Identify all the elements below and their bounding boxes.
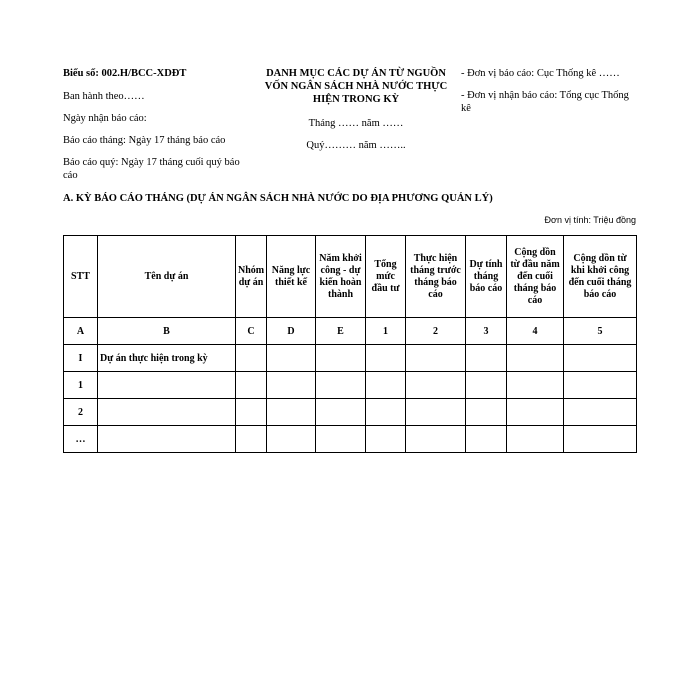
empty-cell	[236, 345, 267, 372]
table-row	[64, 399, 637, 426]
column-code: C	[236, 318, 267, 345]
empty-cell	[406, 345, 466, 372]
empty-cell	[507, 345, 564, 372]
form-number: Biểu số: 002.H/BCC-XDĐT	[63, 68, 187, 79]
empty-cell	[564, 399, 637, 426]
column-header: Năm khởi công - dự kiến hoàn thành	[316, 236, 366, 318]
row-project-name: Dự án thực hiện trong kỳ	[98, 345, 236, 372]
column-code: 2	[406, 318, 466, 345]
empty-cell	[466, 372, 507, 399]
empty-cell	[564, 426, 637, 453]
column-code: B	[98, 318, 236, 345]
empty-cell	[267, 372, 316, 399]
unit-of-measure: Đơn vị tính: Triệu đồng	[544, 215, 636, 225]
column-header: STT	[64, 236, 98, 318]
empty-cell	[316, 372, 366, 399]
column-code: 5	[564, 318, 637, 345]
empty-cell	[366, 372, 406, 399]
project-table	[63, 235, 637, 453]
empty-cell	[406, 426, 466, 453]
empty-cell	[406, 372, 466, 399]
unit-info-block	[461, 67, 641, 124]
table-row	[64, 372, 637, 399]
column-header: Cộng dồn từ đầu năm đến cuối tháng báo cáo	[507, 236, 564, 318]
empty-cell	[267, 345, 316, 372]
column-code: 4	[507, 318, 564, 345]
document-title: DANH MỤC CÁC DỰ ÁN TỪ NGUỒN VỐN NGÂN SÁCH NHÀ NƯỚC THỰC HIỆN TRONG KỲ	[264, 68, 448, 105]
empty-cell	[366, 399, 406, 426]
reporting-unit: - Đơn vị báo cáo: Cục Thống kê ……	[461, 68, 620, 79]
empty-cell	[507, 372, 564, 399]
quarter-period: Quý……… năm ……..	[306, 140, 406, 151]
receive-date: Ngày nhận báo cáo:	[63, 113, 147, 124]
empty-cell	[316, 345, 366, 372]
column-header: Cộng dồn từ khi khởi công đến cuối tháng báo cáo	[564, 236, 637, 318]
empty-cell	[507, 426, 564, 453]
row-project-name	[98, 426, 236, 453]
row-stt: 1	[64, 372, 98, 399]
title-block	[258, 67, 454, 151]
empty-cell	[366, 426, 406, 453]
form-info-block	[63, 67, 253, 191]
column-code: E	[316, 318, 366, 345]
column-header: Năng lực thiết kế	[267, 236, 316, 318]
empty-cell	[236, 399, 267, 426]
empty-cell	[236, 426, 267, 453]
empty-cell	[466, 345, 507, 372]
row-stt: …	[64, 426, 98, 453]
column-header: Tên dự án	[98, 236, 236, 318]
column-code: A	[64, 318, 98, 345]
column-code: 1	[366, 318, 406, 345]
issued-by: Ban hành theo……	[63, 91, 145, 102]
column-header: Tổng mức đầu tư	[366, 236, 406, 318]
quarterly-report-deadline: Báo cáo quý: Ngày 17 tháng cuối quý báo cáo	[63, 157, 240, 181]
month-period: Tháng …… năm ……	[308, 118, 404, 129]
monthly-report-deadline: Báo cáo tháng: Ngày 17 tháng báo cáo	[63, 135, 226, 146]
empty-cell	[406, 399, 466, 426]
column-code: D	[267, 318, 316, 345]
empty-cell	[316, 426, 366, 453]
empty-cell	[366, 345, 406, 372]
empty-cell	[564, 345, 637, 372]
empty-cell	[466, 426, 507, 453]
empty-cell	[236, 372, 267, 399]
row-stt: 2	[64, 399, 98, 426]
column-header: Thực hiện tháng trước tháng báo cáo	[406, 236, 466, 318]
empty-cell	[316, 399, 366, 426]
row-stt: I	[64, 345, 98, 372]
empty-cell	[267, 426, 316, 453]
empty-cell	[267, 399, 316, 426]
empty-cell	[466, 399, 507, 426]
row-project-name	[98, 399, 236, 426]
empty-cell	[564, 372, 637, 399]
column-code-row	[64, 318, 637, 345]
section-title: A. KỲ BÁO CÁO THÁNG (DỰ ÁN NGÂN SÁCH NHÀ NƯỚC DO ĐỊA PHƯƠNG QUẢN LÝ)	[63, 193, 493, 204]
table-row	[64, 345, 637, 372]
row-project-name	[98, 372, 236, 399]
table-row	[64, 426, 637, 453]
empty-cell	[507, 399, 564, 426]
column-header: Dự tính tháng báo cáo	[466, 236, 507, 318]
table-header-row	[64, 236, 637, 318]
column-header: Nhóm dự án	[236, 236, 267, 318]
column-code: 3	[466, 318, 507, 345]
receiving-unit: - Đơn vị nhận báo cáo: Tổng cục Thống kê	[461, 90, 629, 114]
